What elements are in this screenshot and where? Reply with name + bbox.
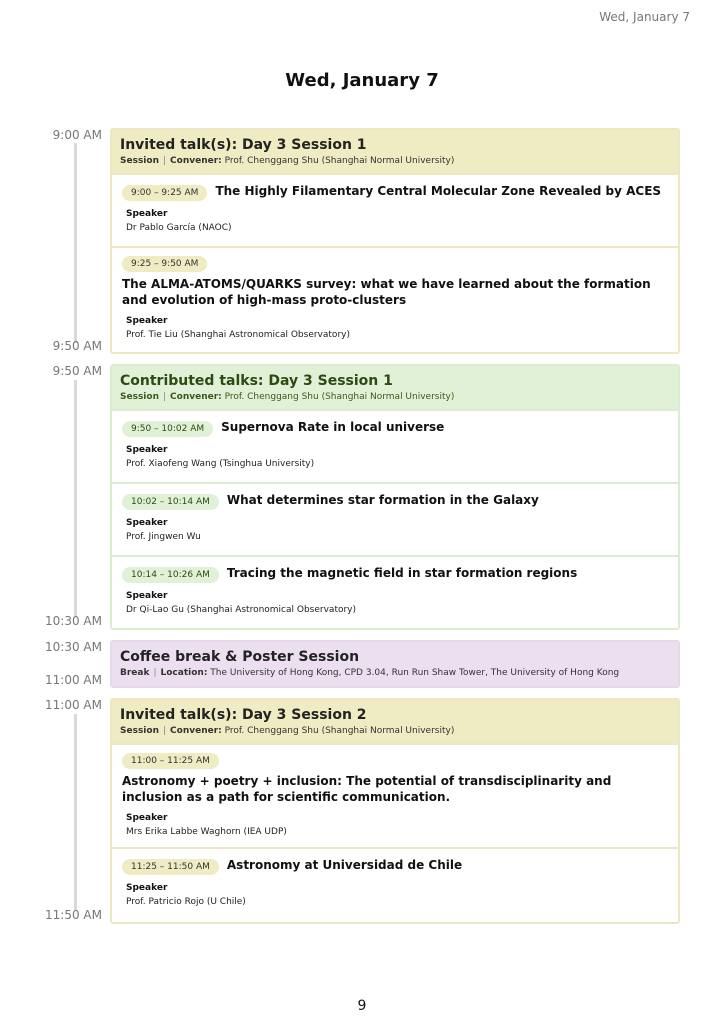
- location-value: The University of Hong Kong, CPD 3.04, Run Run Shaw Tower, The University of Hong Kong: [210, 668, 620, 678]
- talk-time-pill: 10:02 – 10:14 AM: [122, 494, 219, 510]
- session-header: [112, 130, 678, 173]
- time-label: 10:30 AM: [45, 640, 102, 654]
- talk-title[interactable]: Supernova Rate in local universe: [221, 420, 445, 434]
- convener-label: Convener:: [170, 392, 222, 402]
- session-title[interactable]: Contributed talks: Day 3 Session 1: [120, 373, 393, 389]
- speaker-label: Speaker: [126, 883, 168, 893]
- running-header: Wed, January 7: [599, 10, 690, 24]
- talk-time-pill: 11:00 – 11:25 AM: [122, 753, 219, 769]
- time-label: 9:50 AM: [52, 339, 102, 353]
- timeline-bar: [74, 714, 77, 910]
- location-label: Location:: [160, 668, 208, 678]
- time-label: 9:50 AM: [52, 364, 102, 378]
- session-meta: Session | Convener: Prof. Chenggang Shu (Shanghai Normal University): [120, 726, 455, 736]
- time-label: 11:50 AM: [45, 908, 102, 922]
- session-title[interactable]: Invited talk(s): Day 3 Session 2: [120, 707, 367, 723]
- speaker-label: Speaker: [126, 445, 168, 455]
- talk-title[interactable]: Astronomy + poetry + inclusion: The potential of transdisciplinarity and inclusion as a path for scientific communication.: [122, 774, 612, 804]
- session-block: [110, 698, 680, 924]
- talk-item: [112, 847, 678, 920]
- time-label: 11:00 AM: [45, 673, 102, 687]
- speaker-name[interactable]: Prof. Patricio Rojo (U Chile): [126, 897, 246, 907]
- speaker-name[interactable]: Prof. Xiaofeng Wang (Tsinghua University): [126, 459, 315, 469]
- page-number: 9: [357, 998, 367, 1014]
- talk-title[interactable]: The ALMA-ATOMS/QUARKS survey: what we have learned about the formation and evolution of high-mass proto-clusters: [122, 277, 651, 307]
- break-meta: Break | Location: The University of Hong Kong, CPD 3.04, Run Run Shaw Tower, The University of Hong Kong: [120, 668, 620, 678]
- talk-time-pill: 9:00 – 9:25 AM: [122, 185, 207, 201]
- timeline-bar: [74, 143, 77, 343]
- speaker-name[interactable]: Dr Qi-Lao Gu (Shanghai Astronomical Observatory): [126, 605, 357, 615]
- break-title[interactable]: Coffee break & Poster Session: [120, 649, 360, 665]
- break-block: [110, 640, 680, 688]
- talk-title[interactable]: What determines star formation in the Galaxy: [226, 493, 539, 507]
- talk-item: [112, 173, 678, 246]
- speaker-label: Speaker: [126, 518, 168, 528]
- talk-title[interactable]: The Highly Filamentary Central Molecular Zone Revealed by ACES: [215, 184, 662, 198]
- speaker-label: Speaker: [126, 316, 168, 326]
- break-type: Break: [120, 668, 150, 678]
- talk-title[interactable]: Tracing the magnetic field in star formation regions: [226, 566, 578, 580]
- convener-label: Convener:: [170, 156, 222, 166]
- talk-time-pill: 10:14 – 10:26 AM: [122, 567, 219, 583]
- session-header: [112, 366, 678, 409]
- session-type: Session: [120, 156, 159, 166]
- page-title: Wed, January 7: [285, 70, 439, 91]
- session-type: Session: [120, 392, 159, 402]
- speaker-label: Speaker: [126, 591, 168, 601]
- speaker-label: Speaker: [126, 813, 168, 823]
- talk-time-pill: 9:50 – 10:02 AM: [122, 421, 213, 437]
- talk-item: [112, 409, 678, 482]
- talk-item: [112, 743, 678, 847]
- speaker-name[interactable]: Dr Pablo García (NAOC): [126, 223, 232, 233]
- timeline-bar: [74, 380, 77, 616]
- speaker-label: Speaker: [126, 209, 168, 219]
- convener-name: Prof. Chenggang Shu (Shanghai Normal University): [224, 392, 455, 402]
- time-label: 11:00 AM: [45, 698, 102, 712]
- session-title[interactable]: Invited talk(s): Day 3 Session 1: [120, 137, 367, 153]
- talk-item: [112, 246, 678, 350]
- speaker-name[interactable]: Prof. Tie Liu (Shanghai Astronomical Observatory): [126, 330, 350, 340]
- break-header: [112, 642, 678, 685]
- convener-name: Prof. Chenggang Shu (Shanghai Normal University): [224, 156, 455, 166]
- talk-time-pill: 9:25 – 9:50 AM: [122, 256, 207, 272]
- talk-item: [112, 482, 678, 555]
- time-label: 10:30 AM: [45, 614, 102, 628]
- session-block: [110, 364, 680, 630]
- convener-name: Prof. Chenggang Shu (Shanghai Normal University): [224, 726, 455, 736]
- session-block: [110, 128, 680, 354]
- speaker-name[interactable]: Mrs Erika Labbe Waghorn (IEA UDP): [126, 827, 287, 837]
- speaker-name[interactable]: Prof. Jingwen Wu: [126, 532, 201, 542]
- talk-time-pill: 11:25 – 11:50 AM: [122, 859, 219, 875]
- talk-item: [112, 555, 678, 628]
- session-type: Session: [120, 726, 159, 736]
- time-label: 9:00 AM: [52, 128, 102, 142]
- talk-title[interactable]: Astronomy at Universidad de Chile: [226, 858, 463, 872]
- convener-label: Convener:: [170, 726, 222, 736]
- session-meta: Session | Convener: Prof. Chenggang Shu (Shanghai Normal University): [120, 156, 455, 166]
- session-header: [112, 700, 678, 743]
- session-meta: Session | Convener: Prof. Chenggang Shu (Shanghai Normal University): [120, 392, 455, 402]
